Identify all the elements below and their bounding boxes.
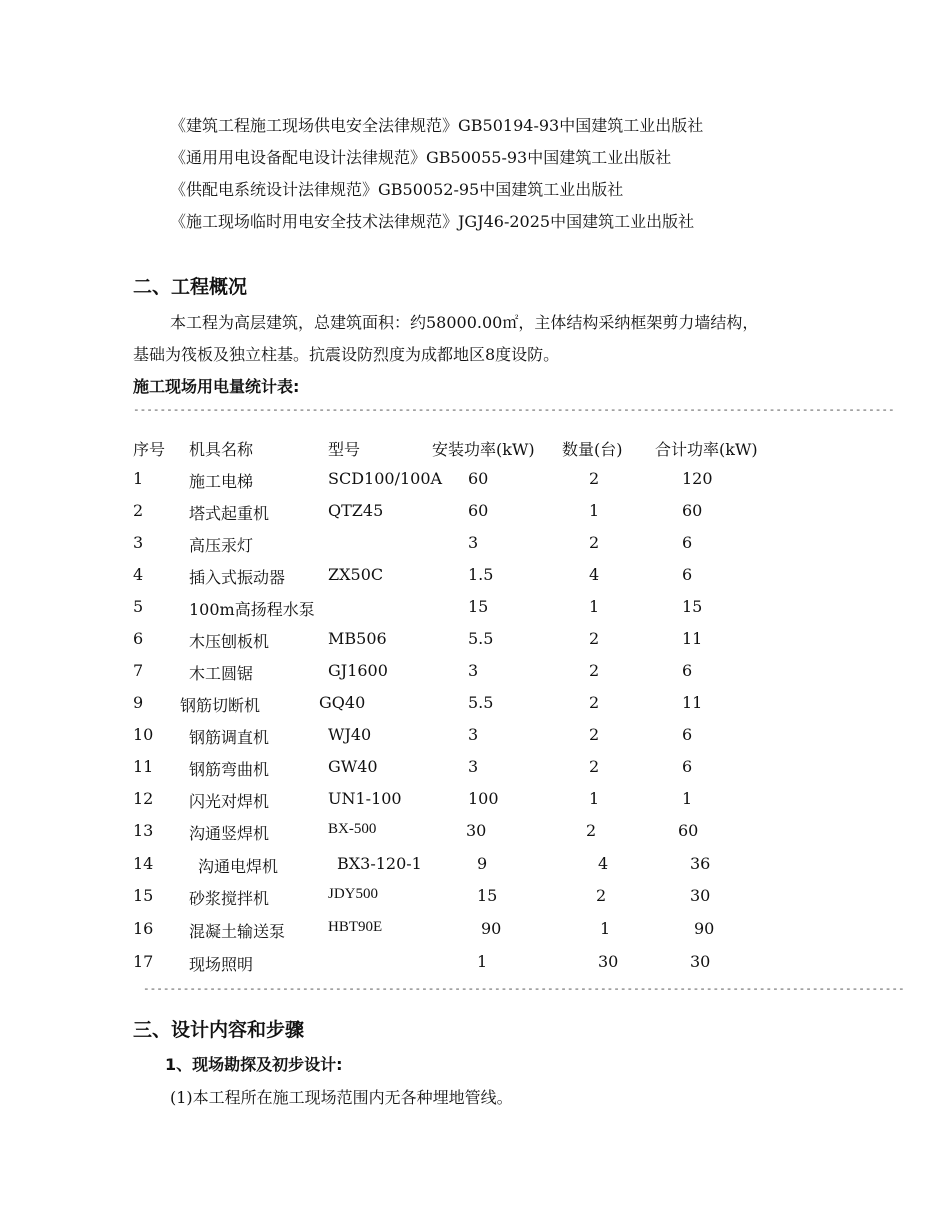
row-number: 9 [133, 693, 144, 712]
total-power: 11 [682, 629, 703, 648]
equipment-name: 高压汞灯 [189, 536, 254, 555]
row-number: 6 [133, 629, 144, 648]
equipment-name: 混凝土输送泵 [189, 922, 286, 941]
section-heading: 三、设计内容和步骤 [133, 1019, 305, 1041]
quantity: 1 [589, 501, 600, 520]
quantity: 1 [589, 789, 600, 808]
installed-power: 3 [468, 725, 479, 744]
row-number: 12 [133, 789, 154, 808]
equipment-name: 钢筋切断机 [180, 696, 261, 715]
total-power: 6 [682, 757, 693, 776]
model-code: SCD100/100A [328, 469, 443, 488]
row-number: 5 [133, 597, 144, 616]
total-power: 6 [682, 725, 693, 744]
model-code: BX3-120-1 [337, 854, 422, 873]
model-code: GW40 [328, 757, 378, 776]
installed-power: 30 [466, 821, 487, 840]
row-number: 17 [133, 952, 154, 971]
table-top-divider: ------------------------------------------------------------------------------------------------------------------- [133, 403, 895, 416]
quantity: 2 [589, 469, 600, 488]
equipment-name: 沟通竖焊机 [189, 824, 270, 843]
overview-paragraph-line: 本工程为高层建筑，总建筑面积：约58000.00㎡，主体结构采纳框架剪力墙结构， [170, 313, 759, 332]
row-number: 4 [133, 565, 144, 584]
model-code: ZX50C [328, 565, 384, 584]
sub-heading: 1、现场勘探及初步设计: [165, 1055, 343, 1074]
column-header: 安装功率(kW) [432, 440, 535, 459]
total-power: 120 [682, 469, 713, 488]
quantity: 4 [598, 854, 609, 873]
quantity: 2 [589, 757, 600, 776]
column-header: 合计功率(kW) [655, 440, 758, 459]
quantity: 4 [589, 565, 600, 584]
row-number: 14 [133, 854, 154, 873]
column-header: 序号 [133, 440, 166, 459]
row-number: 15 [133, 886, 154, 905]
total-power: 6 [682, 533, 693, 552]
total-power: 11 [682, 693, 703, 712]
table-title: 施工现场用电量统计表: [133, 377, 300, 396]
equipment-name: 施工电梯 [189, 472, 254, 491]
quantity: 2 [589, 629, 600, 648]
table-row [0, 629, 950, 653]
total-power: 1 [682, 789, 693, 808]
row-number: 10 [133, 725, 154, 744]
installed-power: 90 [481, 919, 502, 938]
equipment-name: 钢筋弯曲机 [189, 760, 270, 779]
table-row [0, 533, 950, 557]
table-row [0, 565, 950, 589]
row-number: 1 [133, 469, 144, 488]
quantity: 30 [598, 952, 619, 971]
total-power: 15 [682, 597, 703, 616]
equipment-name: 插入式振动器 [189, 568, 286, 587]
section-heading: 二、工程概况 [133, 276, 248, 298]
column-header: 数量(台) [562, 440, 623, 459]
installed-power: 100 [468, 789, 499, 808]
model-code: BX-500 [328, 821, 377, 837]
installed-power: 3 [468, 757, 479, 776]
total-power: 60 [682, 501, 703, 520]
model-code: GJ1600 [328, 661, 388, 680]
model-code: WJ40 [328, 725, 372, 744]
list-item: (1)本工程所在施工现场范围内无各种埋地管线。 [170, 1088, 513, 1107]
reference-line: 《供配电系统设计法律规范》GB50052-95中国建筑工业出版社 [170, 180, 624, 199]
table-row [0, 725, 950, 749]
table-row [0, 854, 950, 878]
quantity: 1 [600, 919, 611, 938]
model-code: GQ40 [319, 693, 366, 712]
installed-power: 5.5 [468, 693, 494, 712]
equipment-name: 塔式起重机 [189, 504, 270, 523]
equipment-name: 木压刨板机 [189, 632, 270, 651]
table-row [0, 821, 950, 845]
row-number: 16 [133, 919, 154, 938]
equipment-name: 闪光对焊机 [189, 792, 270, 811]
table-bottom-divider: ------------------------------------------------------------------------------------------------------------------- [143, 982, 905, 995]
row-number: 11 [133, 757, 154, 776]
table-row [0, 661, 950, 685]
installed-power: 15 [468, 597, 489, 616]
equipment-name: 木工圆锯 [189, 664, 254, 683]
row-number: 2 [133, 501, 144, 520]
total-power: 6 [682, 565, 693, 584]
model-code: QTZ45 [328, 501, 384, 520]
table-header-row [0, 437, 950, 461]
equipment-name: 100m高扬程水泵 [189, 600, 315, 619]
reference-line: 《建筑工程施工现场供电安全法律规范》GB50194-93中国建筑工业出版社 [170, 116, 704, 135]
equipment-name: 现场照明 [189, 955, 254, 974]
table-row [0, 952, 950, 976]
quantity: 2 [589, 533, 600, 552]
overview-paragraph-line: 基础为筏板及独立柱基。抗震设防烈度为成都地区8度设防。 [133, 345, 560, 364]
quantity: 2 [589, 661, 600, 680]
total-power: 90 [694, 919, 715, 938]
table-row [0, 919, 950, 943]
model-code: JDY500 [328, 886, 379, 902]
quantity: 2 [589, 725, 600, 744]
row-number: 7 [133, 661, 144, 680]
installed-power: 15 [477, 886, 498, 905]
column-header: 型号 [328, 440, 361, 459]
total-power: 36 [690, 854, 711, 873]
equipment-name: 砂浆搅拌机 [189, 889, 270, 908]
row-number: 3 [133, 533, 144, 552]
model-code: UN1-100 [328, 789, 402, 808]
table-row [0, 597, 950, 621]
quantity: 2 [589, 693, 600, 712]
table-row [0, 469, 950, 493]
reference-line: 《施工现场临时用电安全技术法律规范》JGJ46-2025中国建筑工业出版社 [170, 212, 695, 231]
installed-power: 1.5 [468, 565, 494, 584]
table-row [0, 757, 950, 781]
model-code: HBT90E [328, 919, 383, 935]
equipment-name: 沟通电焊机 [198, 857, 279, 876]
total-power: 6 [682, 661, 693, 680]
column-header: 机具名称 [189, 440, 254, 459]
total-power: 60 [678, 821, 699, 840]
quantity: 2 [586, 821, 597, 840]
total-power: 30 [690, 886, 711, 905]
table-row [0, 886, 950, 910]
installed-power: 9 [477, 854, 488, 873]
installed-power: 60 [468, 501, 489, 520]
equipment-name: 钢筋调直机 [189, 728, 270, 747]
installed-power: 1 [477, 952, 488, 971]
row-number: 13 [133, 821, 154, 840]
table-row [0, 693, 950, 717]
installed-power: 3 [468, 661, 479, 680]
total-power: 30 [690, 952, 711, 971]
installed-power: 5.5 [468, 629, 494, 648]
installed-power: 3 [468, 533, 479, 552]
reference-line: 《通用用电设备配电设计法律规范》GB50055-93中国建筑工业出版社 [170, 148, 672, 167]
quantity: 1 [589, 597, 600, 616]
table-row [0, 789, 950, 813]
table-row [0, 501, 950, 525]
installed-power: 60 [468, 469, 489, 488]
model-code: MB506 [328, 629, 387, 648]
quantity: 2 [596, 886, 607, 905]
